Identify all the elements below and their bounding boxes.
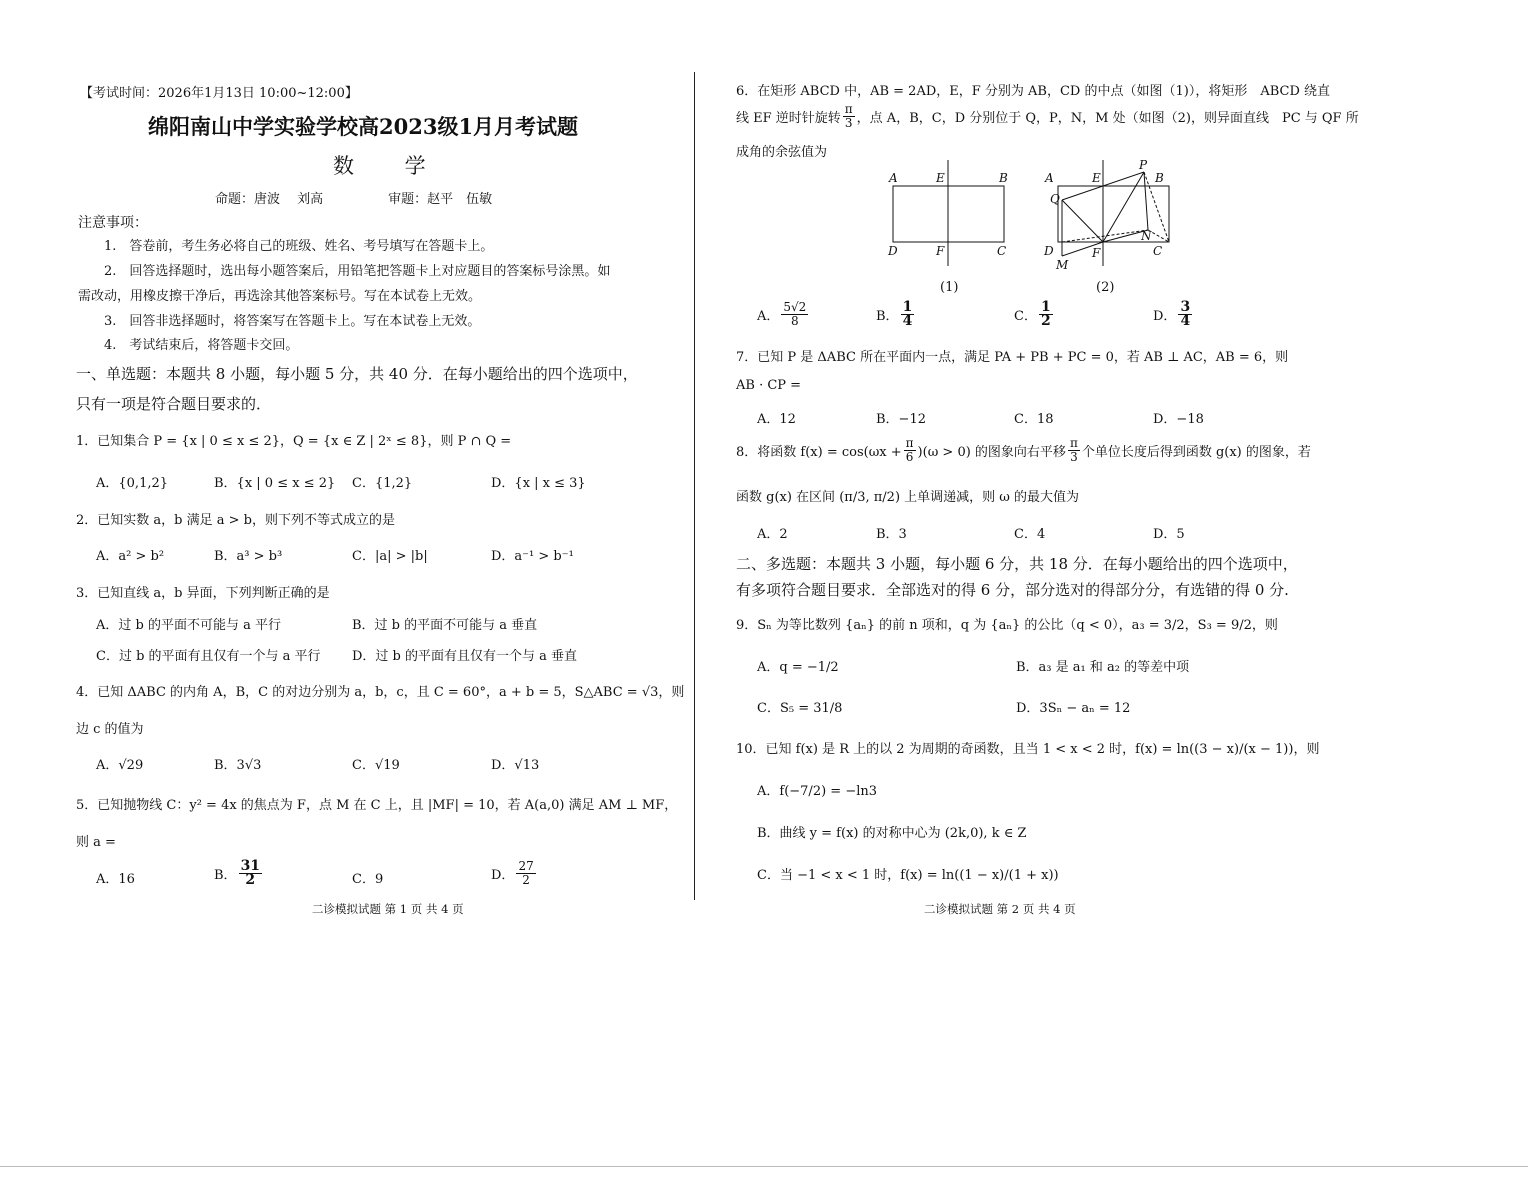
q9-option-c: C．S₅ = 31/8 xyxy=(757,701,843,716)
q4-option-a: A．√29 xyxy=(96,758,144,773)
q2-option-c: C．|a| > |b| xyxy=(352,549,428,564)
fig2-label-n: N xyxy=(1141,229,1152,243)
q7-option-b: B．−12 xyxy=(876,412,926,427)
fig2-label-q: Q xyxy=(1050,192,1060,206)
figure-2-rotated-rectangle xyxy=(1040,158,1170,268)
question-4: 4．已知 ΔABC 的内角 A，B，C 的对边分别为 a，b，c，且 C = 60°，a + b = 5，S△ABC = √3，则 xyxy=(76,685,685,700)
question-9: 9．Sₙ 为等比数列 {aₙ} 的前 n 项和，q 为 {aₙ} 的公比（q < 0），a₃ = 3/2，S₃ = 9/2，则 xyxy=(736,618,1278,633)
fig2-label-f: F xyxy=(1092,246,1101,260)
page-bottom-edge xyxy=(0,1166,1528,1167)
question-2: 2．已知实数 a，b 满足 a > b，则下列不等式成立的是 xyxy=(76,513,395,528)
fig2-label-m: M xyxy=(1056,258,1069,272)
q1-option-c: C．{1,2} xyxy=(352,476,413,491)
q10-option-b: B．曲线 y = f(x) 的对称中心为 (2k,0), k ∈ Z xyxy=(757,826,1027,841)
question-8: 8．将函数 f(x) = cos(ωx + $\frac{\pi}{6}$ )(ω > 0) 的图象向右平移 $\frac{\pi}{3}$ 个单位长度后得到函数 g(x) 的图象，若 xyxy=(736,436,1311,464)
q2-option-a: A．a² > b² xyxy=(96,549,165,564)
section2-heading: 二、多选题：本题共 3 小题，每小题 6 分，共 18 分．在每小题给出的四个选项中， xyxy=(736,555,1298,573)
question-6: 6．在矩形 ABCD 中，AB = 2AD，E，F 分别为 AB，CD 的中点（如图（1)），将矩形 ABCD 绕直 xyxy=(736,84,1331,99)
fig1-label-b: B xyxy=(999,171,1008,185)
q1-option-d: D．{x | x ≤ 3} xyxy=(491,476,586,491)
q8-option-a: A．2 xyxy=(757,527,788,542)
section1-heading-cont: 只有一项是符合题目要求的． xyxy=(76,395,272,413)
q4-option-b: B．3√3 xyxy=(214,758,262,773)
q3-option-a: A．过 b 的平面不可能与 a 平行 xyxy=(96,618,281,633)
question-4-cont: 边 c 的值为 xyxy=(76,722,144,737)
fig1-label-f: F xyxy=(936,244,945,258)
figure-1-caption: (1) xyxy=(940,280,959,295)
q6-option-a: A． $\frac{5√2}{8}$ xyxy=(757,300,807,328)
fig2-label-e: E xyxy=(1092,171,1101,185)
q9-option-b: B．a₃ 是 a₁ 和 a₂ 的等差中项 xyxy=(1016,660,1190,675)
q4-option-d: D．√13 xyxy=(491,758,540,773)
q7-option-c: C．18 xyxy=(1014,412,1054,427)
q2-option-d: D．a⁻¹ > b⁻¹ xyxy=(491,549,574,564)
footer-page-2: 二诊模拟试题 第 2 页 共 4 页 xyxy=(924,902,1076,916)
question-7: 7．已知 P 是 ΔABC 所在平面内一点，满足 PA + PB + PC = 0，若 AB ⊥ AC，AB = 6，则 xyxy=(736,350,1289,365)
note-3: 3. 回答非选择题时，将答案写在答题卡上。写在本试卷上无效。 xyxy=(104,314,481,329)
fig2-label-a: A xyxy=(1045,171,1054,185)
q5-option-d: D． $\frac{27}{2}$ xyxy=(491,859,534,887)
footer-page-1: 二诊模拟试题 第 1 页 共 4 页 xyxy=(312,902,464,916)
fig2-label-c: C xyxy=(1153,244,1163,258)
note-1: 1. 答卷前，考生务必将自己的班级、姓名、考号填写在答题卡上。 xyxy=(104,239,494,254)
exam-time: 【考试时间：2026年1月13日 10:00~12:00】 xyxy=(80,86,358,101)
q3-option-c: C．过 b 的平面有且仅有一个与 a 平行 xyxy=(96,649,321,664)
subject-title: 数 学 xyxy=(333,154,448,178)
q6-option-d: D． $\frac{3}{4}$ xyxy=(1153,299,1191,329)
authors: 命题：唐波 刘高 审题：赵平 伍敏 xyxy=(215,192,493,207)
q1-option-b: B．{x | 0 ≤ x ≤ 2} xyxy=(214,476,336,491)
question-7-cont: AB · CP = xyxy=(736,378,802,393)
question-8-cont: 函数 g(x) 在区间 (π/3, π/2) 上单调递减，则 ω 的最大值为 xyxy=(736,490,1080,505)
q4-option-c: C．√19 xyxy=(352,758,400,773)
fig2-label-b: B xyxy=(1155,171,1164,185)
fig1-label-a: A xyxy=(889,171,898,185)
section2-heading-cont: 有多项符合题目要求．全部选对的得 6 分，部分选对的得部分分，有选错的得 0 分. xyxy=(736,581,1289,599)
q8-option-d: D．5 xyxy=(1153,527,1185,542)
q10-option-c: C．当 −1 < x < 1 时，f(x) = ln((1 − x)/(1 + x)) xyxy=(757,868,1059,883)
fig2-label-d: D xyxy=(1044,244,1054,258)
q3-option-d: D．过 b 的平面有且仅有一个与 a 垂直 xyxy=(352,649,578,664)
q7-option-a: A．12 xyxy=(757,412,796,427)
q6-option-c: C． $\frac{1}{2}$ xyxy=(1014,299,1051,329)
q7-option-d: D．−18 xyxy=(1153,412,1204,427)
question-6-line2: 线 EF 逆时针旋转 $\frac{\pi}{3}$ ，点 A，B，C，D 分别位于 Q，P，N，M 处（如图（2)，则异面直线 PC 与 QF 所 xyxy=(736,102,1359,130)
section1-heading: 一、单选题：本题共 8 小题，每小题 5 分，共 40 分．在每小题给出的四个选项中， xyxy=(76,365,638,383)
q6-option-b: B． $\frac{1}{4}$ xyxy=(876,299,913,329)
q9-option-a: A．q = −1/2 xyxy=(757,660,839,675)
page-title: 绵阳南山中学实验学校高2023级1月月考试题 xyxy=(148,114,579,139)
q5-option-a: A．16 xyxy=(96,872,135,887)
q5-option-b: B． $\frac{31}{2}$ xyxy=(214,858,261,888)
note-4: 4. 考试结束后，将答题卡交回。 xyxy=(104,338,299,353)
question-10: 10．已知 f(x) 是 R 上的以 2 为周期的奇函数，且当 1 < x < 2 时，f(x) = ln((3 − x)/(x − 1))，则 xyxy=(736,742,1320,757)
q1-option-a: A．{0,1,2} xyxy=(96,476,169,491)
q8-option-c: C．4 xyxy=(1014,527,1046,542)
q8-option-b: B．3 xyxy=(876,527,907,542)
notes-heading: 注意事项： xyxy=(78,215,148,231)
q10-option-a: A．f(−7/2) = −ln3 xyxy=(757,784,878,799)
question-3: 3．已知直线 a，b 异面，下列判断正确的是 xyxy=(76,586,330,601)
fig2-label-p: P xyxy=(1139,158,1148,172)
q2-option-b: B．a³ > b³ xyxy=(214,549,283,564)
question-5-cont: 则 a = xyxy=(76,835,116,850)
fig1-label-e: E xyxy=(936,171,945,185)
column-divider xyxy=(694,72,695,900)
question-6-line3: 成角的余弦值为 xyxy=(736,145,828,160)
figure-2-caption: (2) xyxy=(1096,280,1115,295)
q9-option-d: D．3Sₙ − aₙ = 12 xyxy=(1016,701,1131,716)
question-1: 1．已知集合 P = {x | 0 ≤ x ≤ 2}，Q = {x ∈ Z | 2ˣ ≤ 8}，则 P ∩ Q = xyxy=(76,434,512,449)
q3-option-b: B．过 b 的平面不可能与 a 垂直 xyxy=(352,618,538,633)
note-2-cont: 需改动，用橡皮擦干净后，再选涂其他答案标号。写在本试卷上无效。 xyxy=(78,289,482,304)
q5-option-c: C．9 xyxy=(352,872,384,887)
fig1-label-d: D xyxy=(888,244,898,258)
note-2: 2. 回答选择题时，选出每小题答案后，用铅笔把答题卡上对应题目的答案标号涂黑。如 xyxy=(104,264,611,279)
question-5: 5．已知抛物线 C：y² = 4x 的焦点为 F，点 M 在 C 上，且 |MF| = 10，若 A(a,0) 满足 AM ⊥ MF， xyxy=(76,798,678,813)
fig1-label-c: C xyxy=(997,244,1007,258)
